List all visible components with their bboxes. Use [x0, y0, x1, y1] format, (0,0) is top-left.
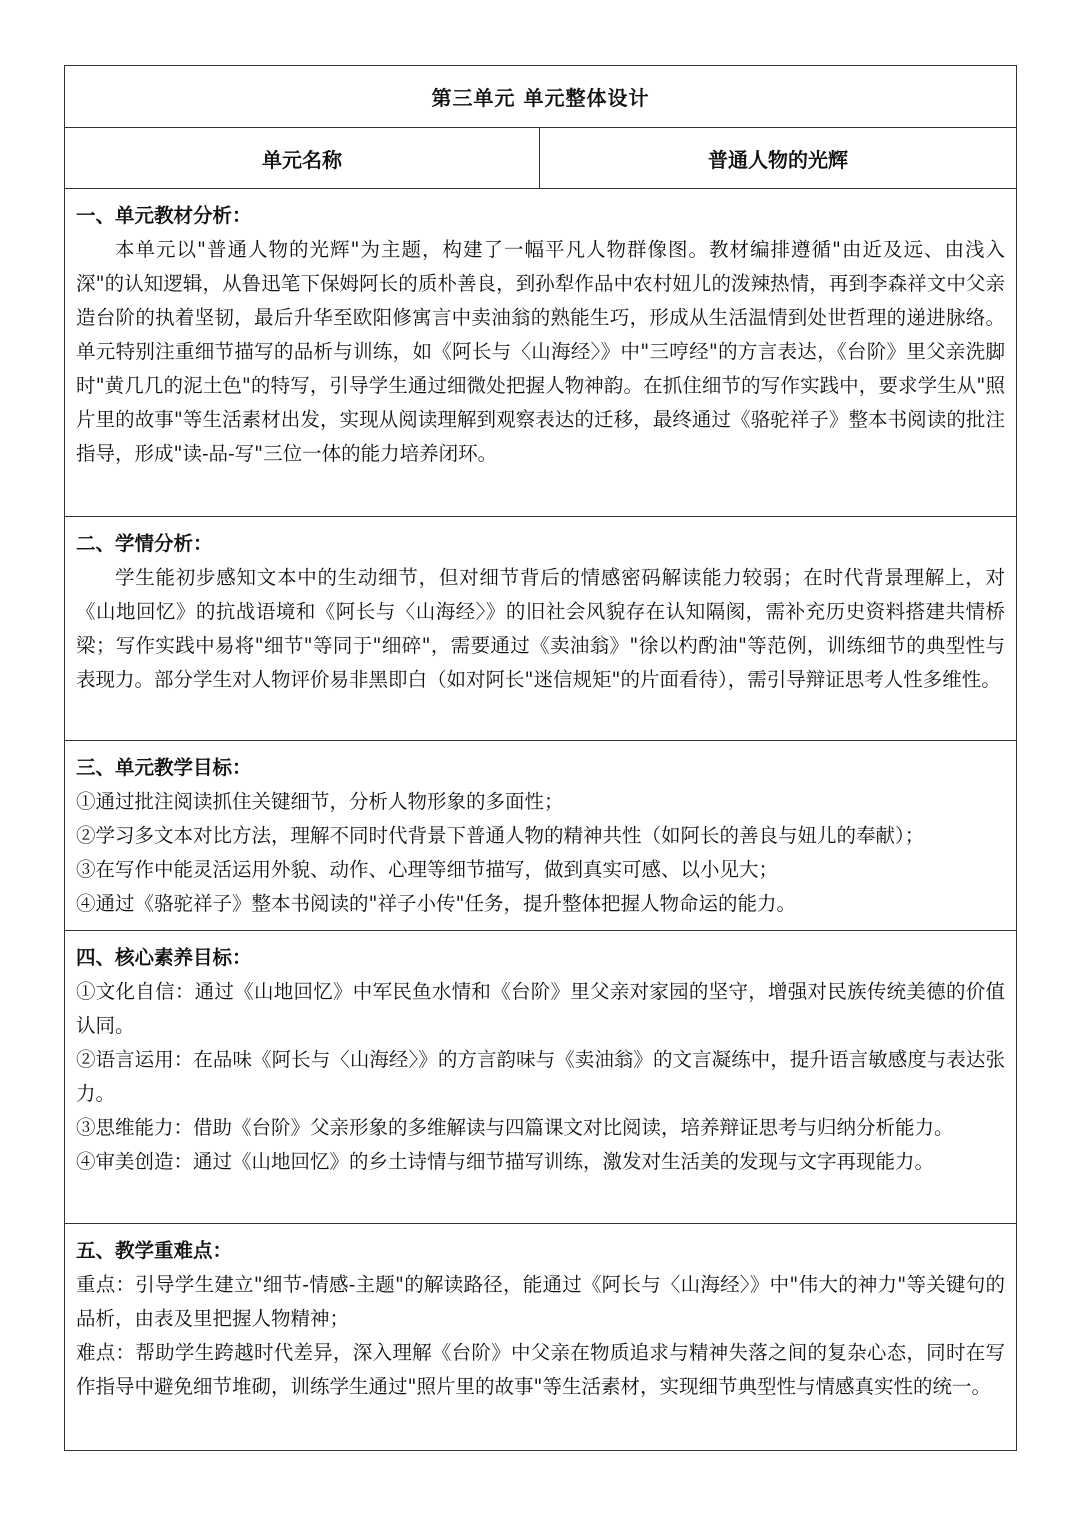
unit-design-table	[64, 65, 1017, 1451]
key-point: 重点：引导学生建立"细节-情感-主题"的解读路径，能通过《阿长与〈山海经〉》中"伟大的神力"等关键句的品析，由表及里把握人物精神；	[76, 1273, 1005, 1330]
goal-item: ①通过批注阅读抓住关键细节，分析人物形象的多面性；	[76, 790, 564, 813]
unit-name-row	[65, 128, 1016, 189]
section-heading: 三、单元教学目标：	[76, 756, 252, 779]
goal-item: ③在写作中能灵活运用外貌、动作、心理等细节描写，做到真实可感、以小见大；	[76, 858, 779, 881]
section-key-difficulties	[65, 1224, 1016, 1450]
literacy-item: ①文化自信：通过《山地回忆》中军民鱼水情和《台阶》里父亲对家园的坚守，增强对民族传统美德的价值认同。	[76, 980, 1005, 1037]
unit-name-value: 普通人物的光辉	[708, 147, 848, 172]
difficult-point: 难点：帮助学生跨越时代差异，深入理解《台阶》中父亲在物质追求与精神失落之间的复杂心态，同时在写作指导中避免细节堆砌，训练学生通过"照片里的故事"等生活素材，实现细节典型性与情感真实性的统一。	[76, 1341, 1005, 1398]
section-paragraph: 学生能初步感知文本中的生动细节，但对细节背后的情感密码解读能力较弱；在时代背景理解上，对《山地回忆》的抗战语境和《阿长与〈山海经〉》的旧社会风貌存在认知隔阂，需补充历史资料搭建共情桥梁；写作实践中易将"细节"等同于"细碎"，需要通过《卖油翁》"徐以杓酌油"等范例，训练细节的典型性与表现力。部分学生对人物评价易非黑即白（如对阿长"迷信规矩"的片面看待），需引导辩证思考人性多维性。	[76, 566, 1005, 691]
unit-name-label: 单元名称	[65, 128, 540, 188]
section-heading: 四、核心素养目标：	[76, 946, 252, 969]
goal-item: ②学习多文本对比方法，理解不同时代背景下普通人物的精神共性（如阿长的善良与妞儿的奉献）；	[76, 824, 925, 847]
goal-item: ④通过《骆驼祥子》整本书阅读的"祥子小传"任务，提升整体把握人物命运的能力。	[76, 892, 796, 915]
section-teaching-goals	[65, 741, 1016, 931]
section-student-analysis	[65, 517, 1016, 741]
literacy-item: ③思维能力：借助《台阶》父亲形象的多维解读与四篇课文对比阅读，培养辩证思考与归纳分析能力。	[76, 1116, 954, 1139]
section-heading: 一、单元教材分析：	[76, 204, 252, 227]
section-paragraph: 本单元以"普通人物的光辉"为主题，构建了一幅平凡人物群像图。教材编排遵循"由近及远、由浅入深"的认知逻辑，从鲁迅笔下保姆阿长的质朴善良，到孙犁作品中农村妞儿的泼辣热情，再到李森祥文中父亲造台阶的执着坚韧，最后升华至欧阳修寓言中卖油翁的熟能生巧，形成从生活温情到处世哲理的递进脉络。单元特别注重细节描写的品析与训练，如《阿长与〈山海经〉》中"三哼经"的方言表达，《台阶》里父亲洗脚时"黄几几的泥土色"的特写，引导学生通过细微处把握人物神韵。在抓住细节的写作实践中，要求学生从"照片里的故事"等生活素材出发，实现从阅读理解到观察表达的迁移，最终通过《骆驼祥子》整本书阅读的批注指导，形成"读-品-写"三位一体的能力培养闭环。	[76, 238, 1005, 465]
literacy-item: ④审美创造：通过《山地回忆》的乡土诗情与细节描写训练，激发对生活美的发现与文字再现能力。	[76, 1150, 935, 1173]
table-title: 第三单元 单元整体设计	[65, 66, 1016, 128]
section-core-literacy	[65, 931, 1016, 1224]
section-textbook-analysis	[65, 189, 1016, 517]
section-heading: 二、学情分析：	[76, 532, 213, 555]
section-heading: 五、教学重难点：	[76, 1239, 233, 1262]
literacy-item: ②语言运用：在品味《阿长与〈山海经〉》的方言韵味与《卖油翁》的文言凝练中，提升语言敏感度与表达张力。	[76, 1048, 1005, 1105]
